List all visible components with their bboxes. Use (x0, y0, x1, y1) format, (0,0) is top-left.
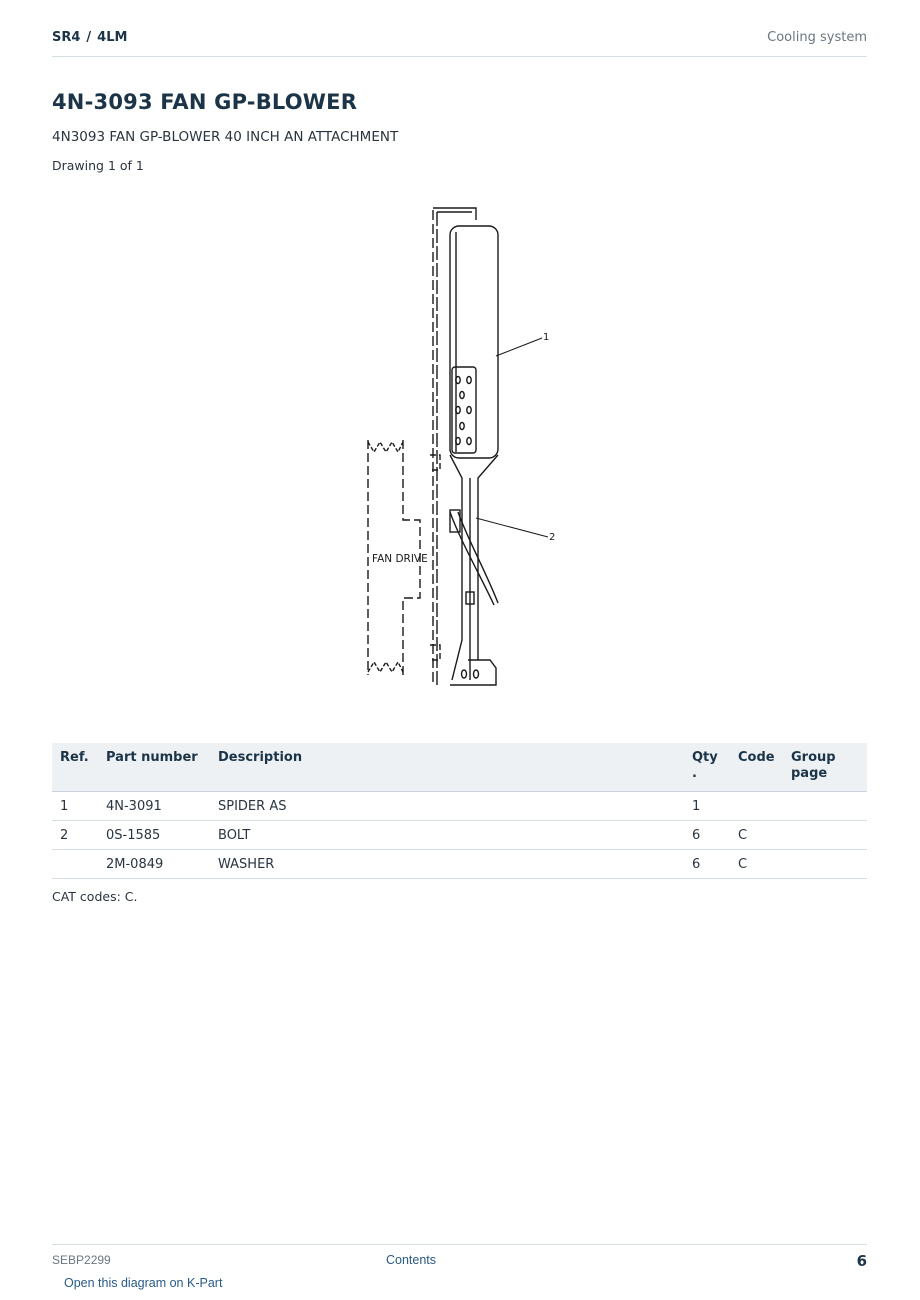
cell-group-page (783, 850, 867, 879)
breadcrumb (52, 30, 127, 45)
frame-line (433, 208, 476, 220)
table-row (52, 850, 867, 879)
cell-group-page (783, 792, 867, 821)
pulley-grooves (368, 442, 403, 452)
cell-ref: 1 (52, 792, 98, 821)
cell-qty: 6 (684, 850, 730, 879)
cell-part-number: 0S-1585 (98, 821, 210, 850)
second-blade (450, 512, 494, 605)
cell-part-number: 4N-3091 (98, 792, 210, 821)
parts-table (52, 743, 867, 879)
table-header-row (52, 743, 867, 792)
footer-divider (52, 1244, 867, 1245)
col-header-qty: Qty . (684, 743, 730, 792)
cell-description: BOLT (210, 821, 684, 850)
cell-code: C (730, 850, 783, 879)
contents-link[interactable]: Contents (386, 1253, 437, 1267)
cell-code: C (730, 821, 783, 850)
leader-line-1 (496, 338, 542, 356)
page-title: 4N-3093 FAN GP-BLOWER (52, 90, 358, 114)
parts-drawing (200, 180, 720, 710)
drawing-count: Drawing 1 of 1 (52, 158, 144, 173)
fan-drive-label: FAN DRIVE (372, 553, 428, 565)
cell-group-page (783, 821, 867, 850)
cell-ref (52, 850, 98, 879)
cat-codes-note: CAT codes: C. (52, 889, 138, 904)
fan-blade (450, 226, 498, 458)
page-subtitle: 4N3093 FAN GP-BLOWER 40 INCH AN ATTACHMENT (52, 129, 399, 145)
cell-part-number: 2M-0849 (98, 850, 210, 879)
spider-holes (456, 377, 471, 445)
hub-hole (474, 670, 479, 678)
col-header-ref: Ref. (52, 743, 98, 792)
col-header-part-number: Part number (98, 743, 210, 792)
blade-neck (478, 455, 498, 520)
table-row (52, 792, 867, 821)
breadcrumb-model: SR4 (52, 30, 81, 45)
callout-2: 2 (549, 532, 556, 543)
callout-1: 1 (543, 332, 550, 343)
spider-arm (452, 520, 462, 680)
cell-qty: 6 (684, 821, 730, 850)
cell-code (730, 792, 783, 821)
cell-qty: 1 (684, 792, 730, 821)
leader-line-2 (476, 518, 548, 537)
col-header-code: Code (730, 743, 783, 792)
breadcrumb-arrangement: 4LM (97, 30, 128, 45)
pulley-step (430, 455, 440, 660)
breadcrumb-separator: / (86, 30, 92, 45)
col-header-description: Description (210, 743, 684, 792)
section-name: Cooling system (767, 30, 867, 45)
cell-description: SPIDER AS (210, 792, 684, 821)
pulley-grooves (368, 662, 403, 672)
cell-ref: 2 (52, 821, 98, 850)
hub-hole (462, 670, 467, 678)
page-header (52, 28, 867, 57)
page-number: 6 (856, 1252, 867, 1270)
cell-description: WASHER (210, 850, 684, 879)
open-in-kpart-link[interactable]: Open this diagram on K-Part (64, 1276, 223, 1290)
document-id: SEBP2299 (52, 1253, 111, 1267)
table-row (52, 821, 867, 850)
col-header-group-page: Group page (783, 743, 867, 792)
